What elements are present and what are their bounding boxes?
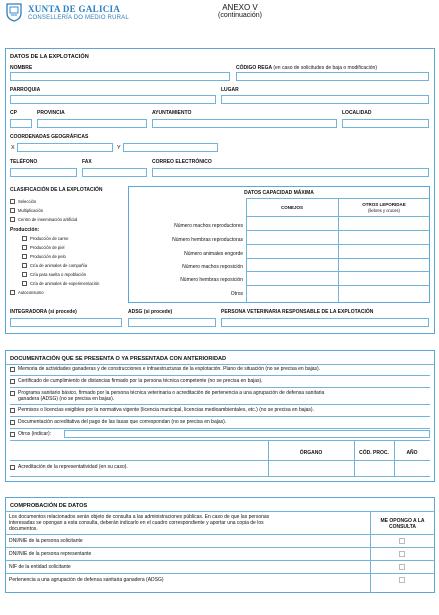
- doc-permisos: Permisos o licencias exigibles por la normativa vigente (licencia municipal, licencias medioambientales, etc.) (no se precisa en bajas).: [18, 407, 314, 413]
- adsg-field[interactable]: [128, 318, 216, 327]
- checkbox-multiplicacion[interactable]: [10, 208, 15, 213]
- doc-otros: Otros (indicar):: [18, 431, 52, 437]
- provincia-label: PROVINCIA: [37, 110, 65, 116]
- cell-otros-4[interactable]: [339, 259, 429, 270]
- col-otros-line1: OTROS LEPORIDAE: [362, 202, 406, 207]
- verif-divider-2: [5, 560, 435, 561]
- localidad-label: LOCALIDAD: [342, 110, 372, 116]
- capacity-row-5: Número hembras reposición: [180, 277, 243, 283]
- oppose-header-1: ME OPONGO A LA: [380, 518, 425, 524]
- checkbox-doc-otros[interactable]: [10, 432, 15, 437]
- cell-ano[interactable]: [395, 461, 429, 475]
- doc-divider-2: [10, 387, 430, 388]
- farm-data-title: DATOS DE LA EXPLOTACIÓN: [10, 54, 89, 60]
- prod-carne: Producción de carne: [30, 236, 69, 241]
- checkbox-doc-programa[interactable]: [10, 391, 15, 396]
- doc-divider-4: [10, 416, 430, 417]
- correo-field[interactable]: [152, 168, 429, 177]
- capacity-row-1: Número machos reproductores: [174, 223, 243, 229]
- cell-otros-3[interactable]: [339, 245, 429, 257]
- doc-memoria: Memoria de actividades ganaderas y de construcciones e infraestructuras de la explotación. Plano de situación (no se precisa en bajas).: [18, 366, 321, 372]
- capacity-row-2: Número hembras reproductoras: [172, 237, 243, 243]
- veterinaria-label: PERSONA VETERINARIA RESPONSABLE DE LA EXPLOTACIÓN: [221, 309, 374, 315]
- dept-name: CONSELLERÍA DO MEDIO RURAL: [28, 15, 129, 21]
- autoconsumo-label: Autoconsumo: [18, 290, 44, 295]
- checkbox-prod-experimentacion[interactable]: [22, 281, 27, 286]
- correo-label: CORREO ELECTRÓNICO: [152, 159, 212, 165]
- lugar-label: LUGAR: [221, 87, 239, 93]
- checkbox-inseminacion[interactable]: [10, 217, 15, 222]
- cell-otros-1[interactable]: [339, 217, 429, 229]
- checkbox-prod-compania[interactable]: [22, 263, 27, 268]
- verif-intro-2: interesadas se opongan a esta consulta, deberán indicarlo en el cuadro correspondiente y aportar una copia de los: [9, 520, 264, 526]
- verif-item-4: Pertenencia a una agrupación de defensa sanitaria ganadera (ADSG): [9, 577, 164, 583]
- cell-conejos-5[interactable]: [247, 272, 337, 284]
- annex-title: ANEXO V: [222, 3, 258, 12]
- integradora-label: INTEGRADORA (si procede): [10, 309, 77, 315]
- ayuntamiento-field[interactable]: [152, 119, 337, 128]
- doc-divider-8: [10, 476, 430, 477]
- verif-divider-0: [5, 534, 435, 535]
- nombre-label: NOMBRE: [10, 65, 33, 71]
- checkbox-prod-pelo[interactable]: [22, 254, 27, 259]
- checkbox-doc-permisos[interactable]: [10, 408, 15, 413]
- prod-repoblacion: Cría para suelta o repoblación: [30, 272, 87, 277]
- cp-field[interactable]: [10, 119, 32, 128]
- codigo-rega-text: CÓDIGO REGA: [236, 65, 272, 71]
- doc-divider-5: [10, 428, 430, 429]
- verif-divider-1: [5, 547, 435, 548]
- checkbox-representatividad[interactable]: [10, 465, 15, 470]
- doc-representatividad: Acreditación de la representatividad (en su caso).: [18, 464, 128, 470]
- doc-tasas: Documentación acreditativa del pago de las tasas que correspondan (no se precisa en bajas).: [18, 419, 227, 425]
- doc-otros-field[interactable]: [64, 430, 430, 438]
- checkbox-autoconsumo[interactable]: [10, 290, 15, 295]
- doc-programa-line2: ganadera (ADSG) (no se precisa en bajas).: [18, 396, 115, 402]
- checkbox-doc-certificado[interactable]: [10, 379, 15, 384]
- col-organo: ÓRGANO: [299, 450, 323, 456]
- checkbox-prod-piel[interactable]: [22, 245, 27, 250]
- codigo-rega-label: [236, 65, 377, 71]
- cell-conejos-4[interactable]: [247, 259, 337, 270]
- codigo-rega-field[interactable]: [236, 72, 429, 81]
- cell-conejos-6[interactable]: [247, 286, 337, 302]
- col-otros-line2: (liebres y cruces): [368, 208, 400, 213]
- cell-conejos-3[interactable]: [247, 245, 337, 257]
- checkbox-prod-repoblacion[interactable]: [22, 272, 27, 277]
- parroquia-label: PARROQUIA: [10, 87, 41, 93]
- coordenadas-label: COORDENADAS GEOGRÁFICAS: [10, 134, 89, 140]
- checkbox-oppose-dni-representante[interactable]: [399, 551, 405, 557]
- telefono-label: TELÉFONO: [10, 159, 38, 165]
- checkbox-oppose-adsg[interactable]: [399, 577, 405, 583]
- codigo-rega-note: (en caso de solicitudes de baja o modificación): [273, 65, 377, 71]
- coord-y-field[interactable]: [123, 143, 218, 152]
- cell-organo[interactable]: [269, 461, 353, 475]
- header: [0, 0, 439, 40]
- option-multiplicacion: Multiplicación: [18, 208, 44, 213]
- capacity-row-3: Número animales engorde: [184, 251, 243, 257]
- checkbox-doc-memoria[interactable]: [10, 367, 15, 372]
- prod-pelo: Producción de pelo: [30, 254, 66, 259]
- localidad-field[interactable]: [342, 119, 429, 128]
- adsg-label: ADSG (si procede): [128, 309, 173, 315]
- capacity-row-4: Número machos reposición: [182, 264, 243, 270]
- annex-subtitle: (continuación): [218, 12, 262, 19]
- cell-cod-proc[interactable]: [355, 461, 393, 475]
- cell-otros-5[interactable]: [339, 272, 429, 284]
- doc-certificado: Certificado de cumplimiento de distancias firmado por la persona técnica competente (no se precisa en bajas).: [18, 378, 263, 384]
- oppose-header-2: CONSULTA: [388, 524, 417, 530]
- verification-title: COMPROBACIÓN DE DATOS: [10, 503, 88, 509]
- veterinaria-field[interactable]: [221, 318, 429, 327]
- col-conejos: CONEJOS: [280, 205, 303, 210]
- provincia-field[interactable]: [37, 119, 147, 128]
- doc-divider-1: [10, 375, 430, 376]
- lugar-field[interactable]: [221, 95, 429, 104]
- coord-x-field[interactable]: [17, 143, 113, 152]
- fax-label: FAX: [82, 159, 92, 165]
- capacity-title: DATOS CAPACIDAD MÁXIMA: [244, 190, 314, 196]
- col-ano: AÑO: [406, 450, 418, 456]
- verif-intro-1: Los documentos relacionados serán objeto de consulta a las administraciones públicas. En caso de que las personas: [9, 514, 270, 520]
- nombre-field[interactable]: [10, 72, 230, 81]
- produccion-label: Producción:: [10, 227, 40, 233]
- verif-item-1: DNI/NIE de la persona solicitante: [9, 538, 83, 544]
- fax-field[interactable]: [82, 168, 147, 177]
- doc-programa: Programa sanitario básico, firmado por la persona técnica veterinaria o acreditación de pertenencia a una agrupación de defensa sanitaria: [18, 390, 325, 396]
- parroquia-field[interactable]: [10, 95, 216, 104]
- checkbox-prod-carne[interactable]: [22, 236, 27, 241]
- cp-label: CP: [10, 110, 17, 116]
- prod-compania: Cría de animales de compañía: [30, 263, 88, 268]
- cell-otros-2[interactable]: [339, 231, 429, 243]
- coord-y-label: Y: [117, 145, 121, 151]
- prod-piel: Producción de piel: [30, 245, 65, 250]
- cell-conejos-2[interactable]: [247, 231, 337, 243]
- doc-divider-3: [10, 404, 430, 405]
- coord-x-label: X: [11, 145, 15, 151]
- checkbox-seleccion[interactable]: [10, 199, 15, 204]
- integradora-field[interactable]: [10, 318, 122, 327]
- classification-title: CLASIFICACIÓN DE LA EXPLOTACIÓN: [10, 187, 103, 193]
- verif-item-2: DNI/NIE de la persona representante: [9, 551, 92, 557]
- option-seleccion: Selección: [18, 199, 37, 204]
- checkbox-doc-tasas[interactable]: [10, 420, 15, 425]
- telefono-field[interactable]: [10, 168, 77, 177]
- option-inseminacion: Centro de inseminación artificial: [18, 217, 78, 222]
- verif-divider-3: [5, 573, 435, 574]
- capacity-row-6: Otros: [230, 291, 243, 297]
- doc-title-divider: [5, 364, 435, 365]
- documentation-title: DOCUMENTACIÓN QUE SE PRESENTA O YA PRESENTADA CON ANTERIORIDAD: [10, 356, 227, 362]
- prod-experimentacion: Cría de animales de experimentación: [30, 281, 100, 286]
- verif-intro-3: documentos.: [9, 526, 38, 532]
- cell-otros-6[interactable]: [339, 286, 429, 302]
- doc-divider-6: [10, 440, 430, 441]
- checkbox-oppose-dni-solicitante[interactable]: [399, 538, 405, 544]
- cell-conejos-1[interactable]: [247, 217, 337, 229]
- ayuntamiento-label: AYUNTAMIENTO: [152, 110, 192, 116]
- col-cod-proc: CÓD. PROC.: [359, 450, 389, 456]
- verif-item-3: NIF de la entidad solicitante: [9, 564, 71, 570]
- checkbox-oppose-nif[interactable]: [399, 564, 405, 570]
- xunta-shield-logo-icon: [6, 3, 22, 22]
- org-name: XUNTA DE GALICIA: [28, 4, 121, 14]
